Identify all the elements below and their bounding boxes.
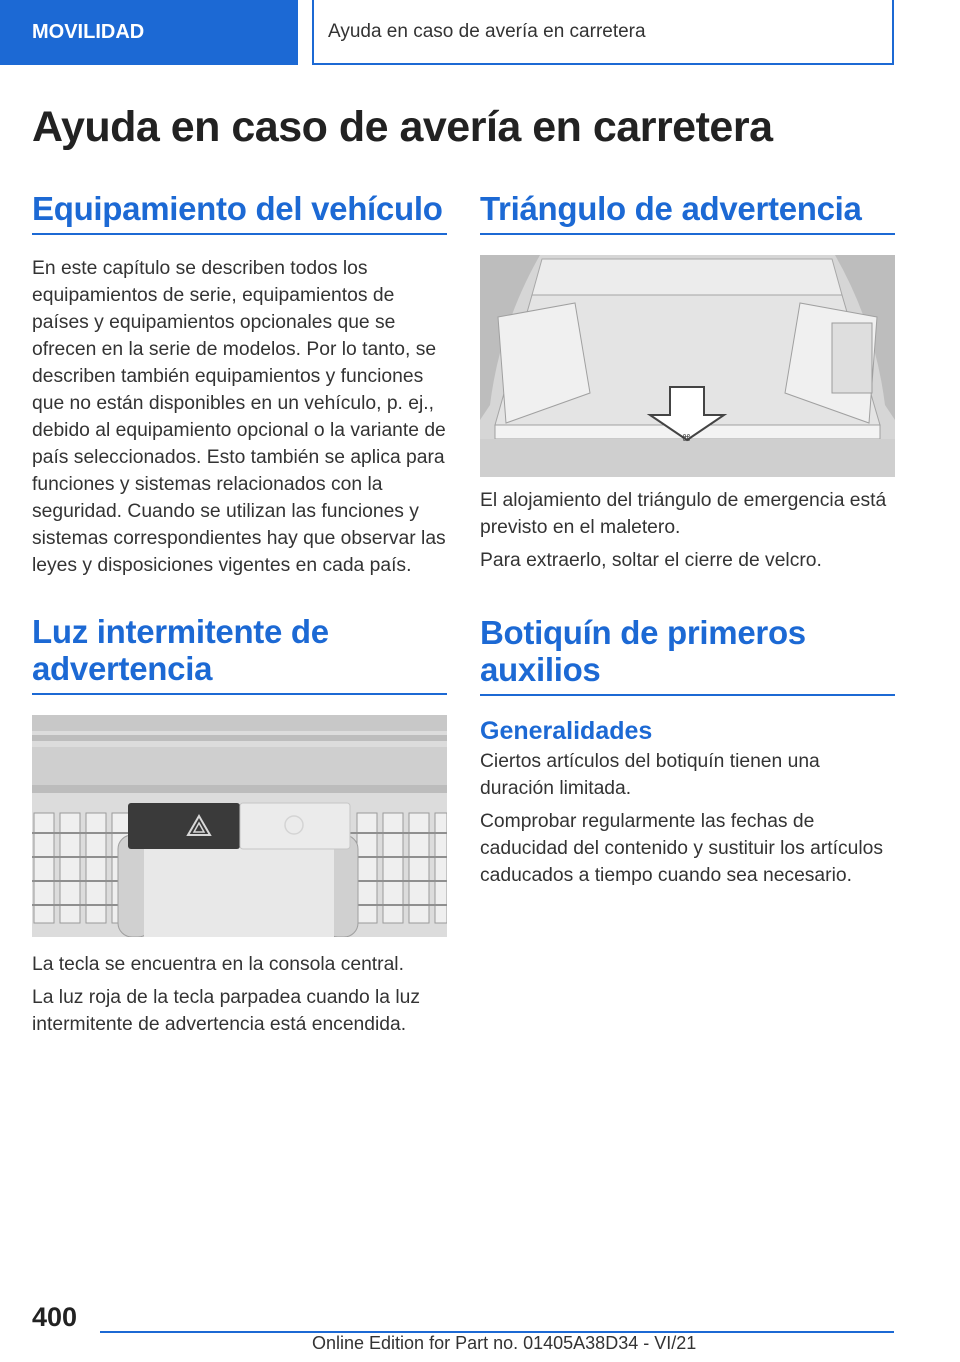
paragraph-first-aid-check: Comprobar regularmente las fechas de caducidad del contenido y sustituir los artículos caducados a tiempo cuando sea necesario. (480, 811, 883, 886)
header-chapter-tab (312, 0, 894, 65)
subheading-generalities: Generalidades (480, 717, 653, 745)
paragraph-first-aid-duration: Ciertos artículos del botiquín tienen una duración limitada. (480, 751, 820, 799)
header-section-label: MOVILIDAD (32, 21, 145, 43)
footer-edition: Online Edition for Part no. 01405A38D34 - VI/21 (312, 1333, 697, 1353)
heading-first-aid: Botiquín de primeros auxilios (480, 614, 895, 696)
page-number: 400 (32, 1302, 78, 1332)
trunk-illustration (480, 255, 895, 477)
paragraph-triangle-removal: Para extraerlo, soltar el cierre de velcro. (480, 550, 822, 571)
trunk-figure (480, 255, 895, 477)
heading-warning-triangle: Triángulo de advertencia (480, 190, 895, 235)
paragraph-triangle-location: El alojamiento del triángulo de emergencia está previsto en el maletero. (480, 490, 887, 538)
right-column (480, 190, 895, 889)
hazard-button-figure (32, 715, 447, 937)
paragraph-hazard-light: La luz roja de la tecla parpadea cuando la luz intermitente de advertencia está encendida. (32, 987, 421, 1035)
svg-text:⌘: ⌘ (682, 434, 691, 444)
hazard-button-illustration (32, 715, 447, 937)
page-title: Ayuda en caso de avería en carretera (32, 103, 773, 151)
left-column (32, 190, 447, 1038)
heading-vehicle-equipment: Equipamiento del vehículo (32, 190, 447, 235)
heading-hazard-lights: Luz intermitente de advertencia (32, 613, 447, 695)
paragraph-hazard-location: La tecla se encuentra en la consola central. (32, 954, 404, 975)
header-section-tab (0, 0, 298, 65)
paragraph-vehicle-equipment: En este capítulo se describen todos los equipamientos de serie, equipamientos de países y equipamientos opcionales que se ofrecen en la serie de modelos. Por lo tanto, se describen también equipamientos y funciones que no están disponibles en un vehículo, p. ej., debido al equipamiento opcional o la variante de país seleccionados. Esto también se aplica para funciones y sistemas relacionados con la seguridad. Cuando se utilizan las funciones y sistemas correspondientes hay que observar las leyes y disposiciones vigentes en cada país. (32, 258, 446, 576)
header-chapter-label: Ayuda en caso de avería en carretera (328, 20, 646, 42)
